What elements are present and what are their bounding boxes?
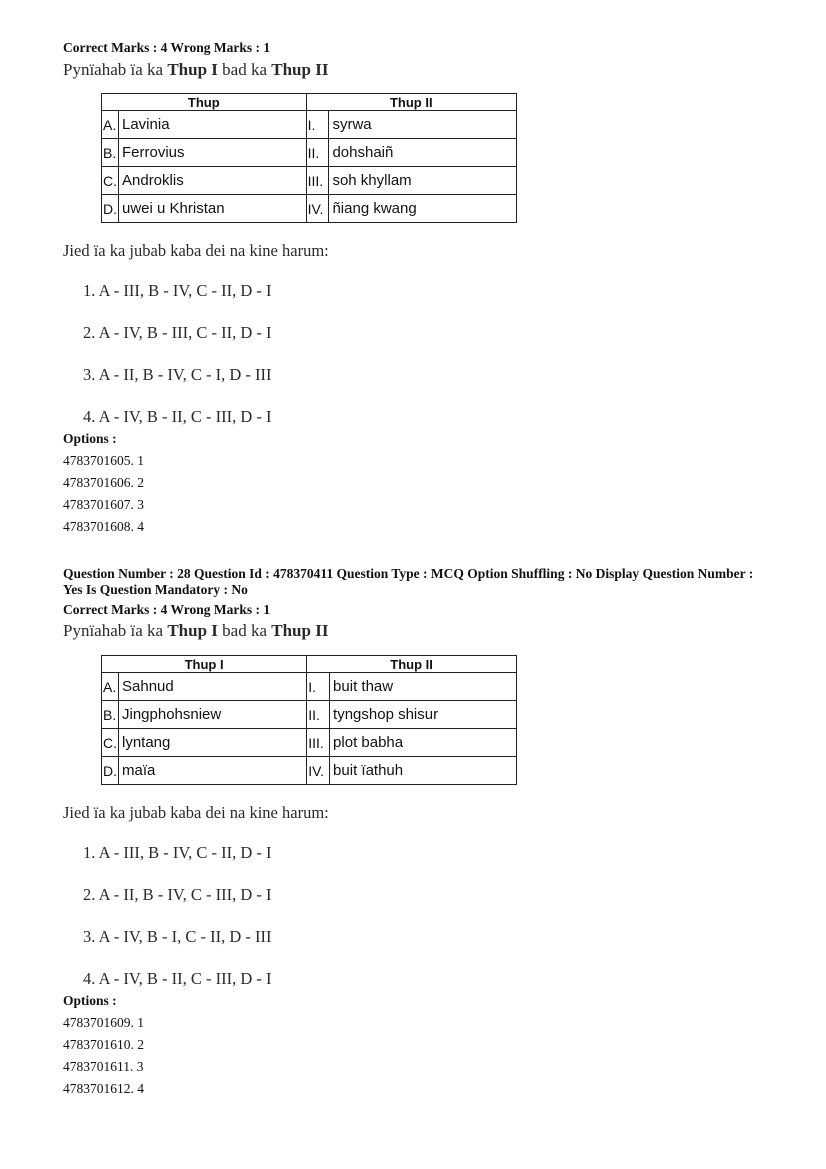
- table-row: [102, 673, 517, 701]
- option-id: 4783701611. 3: [63, 1059, 144, 1074]
- cell-value: syrwa: [329, 111, 517, 139]
- answer-choice: 2. A - II, B - IV, C - III, D - I: [83, 885, 272, 904]
- row-label: IV.: [306, 195, 329, 223]
- row-label: III.: [307, 729, 330, 757]
- option-id: 4783701609. 1: [63, 1015, 144, 1030]
- answer-choice: 3. A - II, B - IV, C - I, D - III: [83, 365, 272, 384]
- answer-choice: 1. A - III, B - IV, C - II, D - I: [83, 281, 272, 300]
- option-id: 4783701610. 2: [63, 1037, 144, 1052]
- prompt-text: bad ka: [217, 621, 272, 640]
- answer-choice: 2. A - IV, B - III, C - II, D - I: [83, 323, 272, 342]
- prompt-bold: Thup II: [271, 621, 329, 640]
- cell-value: tyngshop shisur: [330, 701, 517, 729]
- row-label: C.: [102, 729, 119, 757]
- option-id: 4783701606. 2: [63, 475, 144, 490]
- answer-choice: 4. A - IV, B - II, C - III, D - I: [83, 407, 272, 426]
- option-id: 4783701612. 4: [63, 1081, 144, 1096]
- prompt-text: bad ka: [217, 60, 272, 79]
- row-label: II.: [307, 701, 330, 729]
- answer-choice: 3. A - IV, B - I, C - II, D - III: [83, 927, 272, 946]
- prompt-text: Pynïahab ïa ka: [63, 621, 168, 640]
- cell-value: dohshaiñ: [329, 139, 517, 167]
- cell-value: soh khyllam: [329, 167, 517, 195]
- row-label: I.: [307, 673, 330, 701]
- match-table: [101, 655, 517, 785]
- table-row: [102, 167, 517, 195]
- column-header: Thup: [102, 94, 307, 111]
- row-label: A.: [102, 111, 119, 139]
- prompt-bold: Thup I: [167, 60, 218, 79]
- instruction: Jied ïa ka jubab kaba dei na kine harum:: [63, 241, 329, 260]
- options-label: Options :: [63, 993, 117, 1008]
- table-row: [102, 139, 517, 167]
- cell-value: Lavinia: [119, 111, 307, 139]
- table-row: [102, 729, 517, 757]
- instruction: Jied ïa ka jubab kaba dei na kine harum:: [63, 803, 329, 822]
- row-label: III.: [306, 167, 329, 195]
- question-header: Question Number : 28 Question Id : 478370411 Question Type : MCQ Option Shuffling : No Display Question Number : Yes Is Question Mandatory : No: [63, 566, 754, 597]
- cell-value: maïa: [119, 757, 307, 785]
- answer-choice: 4. A - IV, B - II, C - III, D - I: [83, 969, 272, 988]
- row-label: D.: [102, 195, 119, 223]
- option-id: 4783701607. 3: [63, 497, 144, 512]
- answer-choice: 1. A - III, B - IV, C - II, D - I: [83, 843, 272, 862]
- column-header: Thup II: [307, 656, 517, 673]
- prompt-text: Pynïahab ïa ka: [63, 60, 168, 79]
- question-marks: Correct Marks : 4 Wrong Marks : 1: [63, 40, 271, 55]
- cell-value: Androklis: [119, 167, 307, 195]
- table-row: [102, 195, 517, 223]
- question-prompt: [63, 60, 328, 80]
- option-id: 4783701605. 1: [63, 453, 144, 468]
- row-label: A.: [102, 673, 119, 701]
- table-row: [102, 701, 517, 729]
- prompt-bold: Thup I: [167, 621, 218, 640]
- cell-value: uwei u Khristan: [119, 195, 307, 223]
- cell-value: plot babha: [330, 729, 517, 757]
- prompt-bold: Thup II: [271, 60, 329, 79]
- cell-value: ñiang kwang: [329, 195, 517, 223]
- question-marks: Correct Marks : 4 Wrong Marks : 1: [63, 602, 271, 617]
- question-prompt: [63, 621, 328, 641]
- cell-value: Sahnud: [119, 673, 307, 701]
- cell-value: Ferrovius: [119, 139, 307, 167]
- row-label: B.: [102, 701, 119, 729]
- cell-value: lyntang: [119, 729, 307, 757]
- row-label: I.: [306, 111, 329, 139]
- row-label: II.: [306, 139, 329, 167]
- cell-value: Jingphohsniew: [119, 701, 307, 729]
- cell-value: buit thaw: [330, 673, 517, 701]
- row-label: IV.: [307, 757, 330, 785]
- row-label: C.: [102, 167, 119, 195]
- cell-value: buit ïathuh: [330, 757, 517, 785]
- column-header: Thup I: [102, 656, 307, 673]
- row-label: B.: [102, 139, 119, 167]
- column-header: Thup II: [306, 94, 516, 111]
- match-table: [101, 93, 517, 223]
- row-label: D.: [102, 757, 119, 785]
- options-label: Options :: [63, 431, 117, 446]
- option-id: 4783701608. 4: [63, 519, 144, 534]
- table-row: [102, 111, 517, 139]
- table-row: [102, 757, 517, 785]
